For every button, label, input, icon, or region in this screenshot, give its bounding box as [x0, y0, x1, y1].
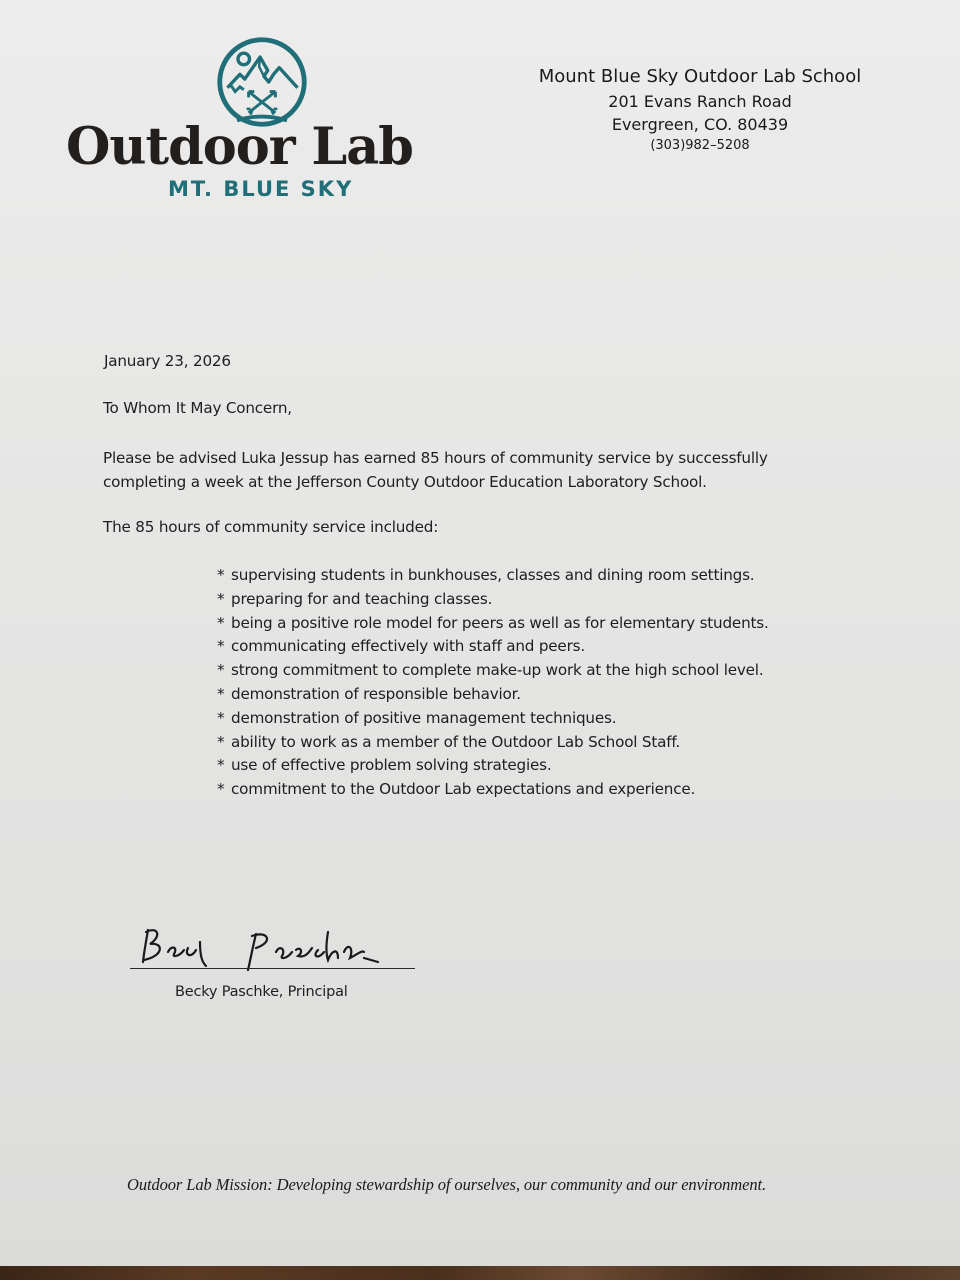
service-text: preparing for and teaching classes.: [231, 589, 493, 608]
bullet-asterisk: *: [217, 613, 225, 632]
list-item: [217, 731, 769, 755]
city-state-zip: Evergreen, CO. 80439: [611, 115, 789, 134]
service-text: ability to work as a member of the Outdoor Lab School Staff.: [231, 732, 681, 751]
letter-date: January 23, 2026: [104, 352, 231, 370]
service-text: demonstration of positive management techniques.: [231, 708, 617, 727]
service-text: being a positive role model for peers as well as for elementary students.: [231, 613, 769, 632]
salutation: To Whom It May Concern,: [103, 399, 292, 417]
service-text: supervising students in bunkhouses, classes and dining room settings.: [231, 566, 755, 584]
bullet-asterisk: *: [217, 780, 225, 799]
wood-table-background: [0, 1266, 960, 1280]
bullet-asterisk: *: [217, 708, 225, 727]
list-item: [217, 612, 769, 636]
bullet-asterisk: *: [217, 589, 225, 608]
service-text: commitment to the Outdoor Lab expectations and experience.: [231, 780, 696, 799]
bullet-asterisk: *: [217, 732, 225, 751]
handwritten-signature: [128, 922, 418, 972]
list-item: [217, 564, 769, 588]
service-text: demonstration of responsible behavior.: [231, 684, 521, 703]
bullet-asterisk: *: [217, 756, 225, 775]
signer-name-title: Becky Paschke, Principal: [175, 984, 348, 1000]
logo-title: Outdoor Lab: [66, 117, 413, 177]
school-name: Mount Blue Sky Outdoor Lab School: [538, 66, 862, 87]
list-item: [217, 683, 769, 707]
body-paragraph: Please be advised Luka Jessup has earned 85 hours of community service by successfully completing a week at the Jefferson County Outdoor Education Laboratory School.: [103, 449, 768, 491]
services-list: [217, 564, 769, 802]
list-item: [217, 778, 769, 802]
signature-line: [130, 968, 415, 969]
service-text: use of effective problem solving strategies.: [231, 756, 552, 775]
bullet-asterisk: *: [217, 566, 225, 584]
list-item: [217, 707, 769, 731]
service-text: communicating effectively with staff and peers.: [231, 637, 585, 656]
bullet-asterisk: *: [217, 661, 225, 680]
school-address-block: [520, 64, 880, 156]
street-address: 201 Evans Ranch Road: [608, 92, 792, 111]
logo-subtitle: MT. BLUE SKY: [168, 177, 354, 201]
service-text: strong commitment to complete make-up work at the high school level.: [231, 661, 764, 680]
mission-statement: Outdoor Lab Mission: Developing stewardship of ourselves, our community and our environment.: [127, 1175, 766, 1194]
outdoor-lab-logo: [66, 34, 466, 209]
phone-number: (303)982–5208: [650, 138, 750, 153]
list-item: [217, 659, 769, 683]
services-intro: The 85 hours of community service included:: [103, 518, 439, 536]
list-item: [217, 754, 769, 778]
bullet-asterisk: *: [217, 684, 225, 703]
list-item: [217, 588, 769, 612]
bullet-asterisk: *: [217, 637, 225, 656]
list-item: [217, 635, 769, 659]
